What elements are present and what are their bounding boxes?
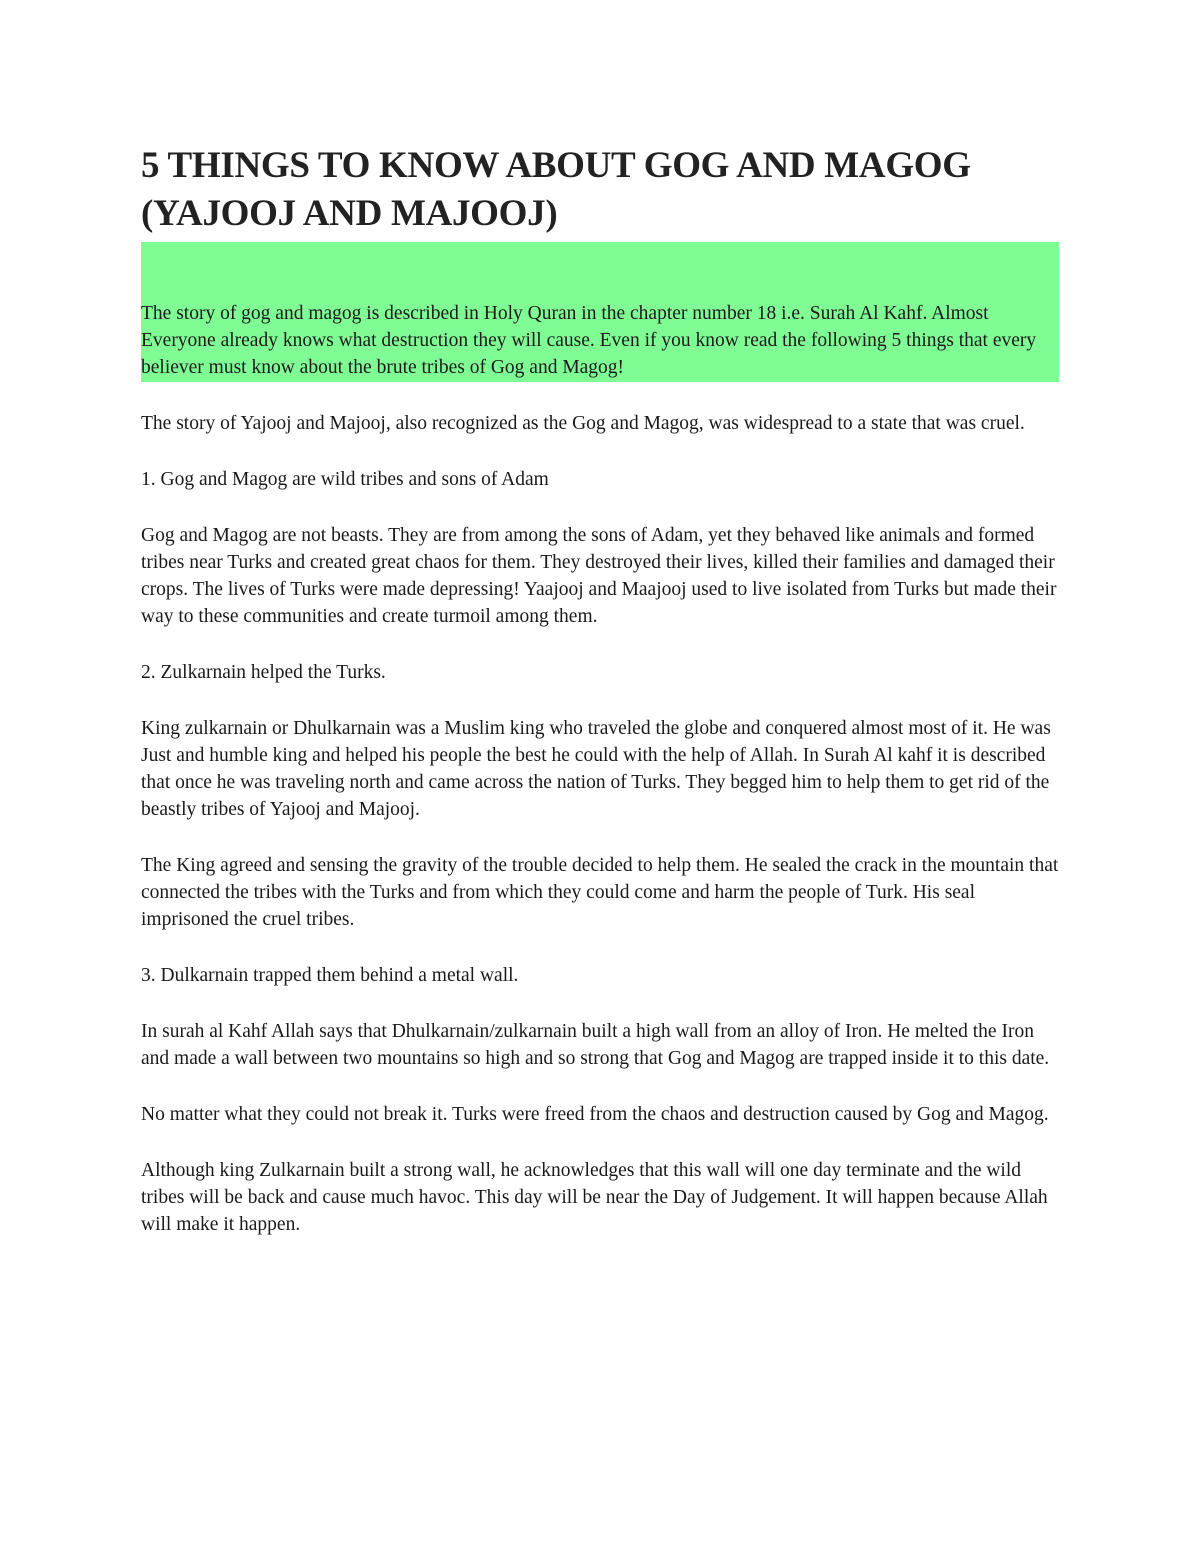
heading-point-3: 3. Dulkarnain trapped them behind a metal wall. bbox=[141, 965, 519, 986]
paragraph-point-3c: Although king Zulkarnain built a strong wall, he acknowledges that this wall will one day terminate and the wild tribes will be back and cause much havoc. This day will be near the Day of Judgement. It will happen because Allah will make it happen. bbox=[141, 1160, 1048, 1235]
heading-point-1: 1. Gog and Magog are wild tribes and sons of Adam bbox=[141, 469, 549, 490]
document-body bbox=[141, 410, 1059, 1267]
paragraph-point-3b: No matter what they could not break it. Turks were freed from the chaos and destruction caused by Gog and Magog. bbox=[141, 1104, 1049, 1125]
paragraph-story: The story of Yajooj and Majooj, also recognized as the Gog and Magog, was widespread to a state that was cruel. bbox=[141, 413, 1025, 434]
intro-paragraph: The story of gog and magog is described in Holy Quran in the chapter number 18 i.e. Surah Al Kahf. Almost Everyone already knows what destruction they will cause. Even if you know read the following 5 things that every believer must know about the brute tribes of Gog and Magog! bbox=[141, 303, 1037, 378]
paragraph-point-3a: In surah al Kahf Allah says that Dhulkarnain/zulkarnain built a high wall from an alloy of Iron. He melted the Iron and made a wall between two mountains so high and so strong that Gog and Magog are trapped inside it to this date. bbox=[141, 1021, 1050, 1069]
paragraph-point-1: Gog and Magog are not beasts. They are from among the sons of Adam, yet they behaved like animals and formed tribes near Turks and created great chaos for them. They destroyed their lives, killed their families and damaged their crops. The lives of Turks were made depressing! Yaajooj and Maajooj used to live isolated from Turks but made their way to these communities and create turmoil among them. bbox=[141, 525, 1057, 627]
document-title: 5 THINGS TO KNOW ABOUT GOG AND MAGOG (YAJOOJ AND MAJOOJ) bbox=[141, 145, 971, 234]
paragraph-point-2b: The King agreed and sensing the gravity of the trouble decided to help them. He sealed the crack in the mountain that connected the tribes with the Turks and from which they could come and harm the people of Turk. His seal imprisoned the cruel tribes. bbox=[141, 855, 1059, 930]
paragraph-point-2a: King zulkarnain or Dhulkarnain was a Muslim king who traveled the globe and conquered almost most of it. He was Just and humble king and helped his people the best he could with the help of Allah. In Surah Al kahf it is described that once he was traveling north and came across the nation of Turks. They begged him to help them to get rid of the beastly tribes of Yajooj and Majooj. bbox=[141, 718, 1051, 820]
heading-point-2: 2. Zulkarnain helped the Turks. bbox=[141, 662, 386, 683]
